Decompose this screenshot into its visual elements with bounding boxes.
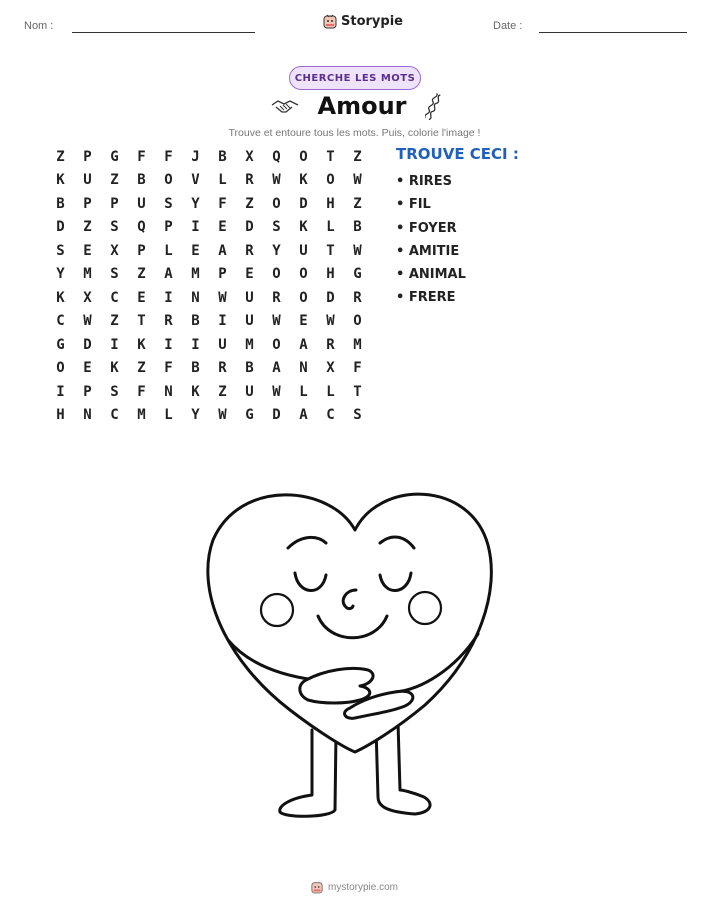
grid-cell[interactable]: H — [326, 195, 335, 212]
grid-cell[interactable]: W — [272, 172, 281, 189]
grid-cell[interactable]: S — [353, 407, 362, 424]
grid-cell[interactable]: S — [272, 219, 281, 236]
grid-cell[interactable]: U — [218, 336, 227, 353]
grid-cell[interactable]: A — [299, 407, 308, 424]
grid-cell[interactable]: A — [299, 336, 308, 353]
grid-cell[interactable]: B — [353, 219, 362, 236]
grid-cell[interactable]: D — [83, 336, 92, 353]
grid-cell[interactable]: L — [164, 242, 173, 259]
grid-cell[interactable]: Z — [353, 195, 362, 212]
grid-cell[interactable]: Z — [83, 219, 92, 236]
grid-cell[interactable]: F — [164, 148, 173, 165]
grid-cell[interactable]: Z — [218, 383, 227, 400]
grid-cell[interactable]: R — [164, 313, 173, 330]
grid-cell[interactable]: R — [326, 336, 335, 353]
grid-cell[interactable]: K — [56, 289, 65, 306]
grid-cell[interactable]: M — [353, 336, 362, 353]
grid-cell[interactable]: Z — [110, 313, 119, 330]
grid-cell[interactable]: E — [218, 219, 227, 236]
grid-cell[interactable]: K — [299, 172, 308, 189]
grid-cell[interactable]: K — [137, 336, 146, 353]
grid-cell[interactable]: C — [56, 313, 65, 330]
word-list-item: • AMITIE — [396, 243, 460, 259]
grid-cell[interactable]: C — [110, 407, 119, 424]
grid-cell[interactable]: G — [56, 336, 65, 353]
grid-cell[interactable]: I — [110, 336, 119, 353]
grid-cell[interactable]: U — [245, 313, 254, 330]
grid-cell[interactable]: W — [218, 407, 227, 424]
grid-cell[interactable]: G — [110, 148, 119, 165]
grid-cell[interactable]: P — [164, 219, 173, 236]
grid-cell[interactable]: D — [326, 289, 335, 306]
grid-cell[interactable]: A — [272, 360, 281, 377]
grid-cell[interactable]: P — [137, 242, 146, 259]
grid-cell[interactable]: I — [56, 383, 65, 400]
grid-cell[interactable]: X — [245, 148, 254, 165]
grid-cell[interactable]: V — [191, 172, 200, 189]
grid-cell[interactable]: B — [191, 313, 200, 330]
grid-cell[interactable]: D — [245, 219, 254, 236]
word-list-item: • FIL — [396, 197, 431, 213]
left-leg — [280, 730, 336, 816]
grid-cell[interactable]: B — [245, 360, 254, 377]
grid-cell[interactable]: T — [137, 313, 146, 330]
grid-cell[interactable]: L — [218, 172, 227, 189]
grid-cell[interactable]: N — [164, 383, 173, 400]
grid-cell[interactable]: T — [326, 242, 335, 259]
grid-cell[interactable]: Z — [137, 266, 146, 283]
grid-cell[interactable]: R — [272, 289, 281, 306]
grid-cell[interactable]: R — [353, 289, 362, 306]
grid-cell[interactable]: Y — [191, 195, 200, 212]
grid-cell[interactable]: Z — [137, 360, 146, 377]
grid-cell[interactable]: F — [218, 195, 227, 212]
storypie-logo-icon — [311, 880, 323, 894]
grid-cell[interactable]: D — [299, 195, 308, 212]
grid-cell[interactable]: W — [326, 313, 335, 330]
grid-cell[interactable]: G — [353, 266, 362, 283]
grid-cell[interactable]: E — [191, 242, 200, 259]
grid-cell[interactable]: U — [245, 383, 254, 400]
grid-cell[interactable]: P — [83, 195, 92, 212]
word-list-item: • RIRES — [396, 174, 452, 189]
grid-cell[interactable]: T — [326, 148, 335, 165]
word-list-item: • FOYER — [396, 220, 457, 236]
grid-cell[interactable]: R — [218, 360, 227, 377]
grid-cell[interactable]: C — [110, 289, 119, 306]
grid-cell[interactable]: R — [245, 242, 254, 259]
grid-cell[interactable]: I — [191, 219, 200, 236]
grid-cell[interactable]: U — [83, 172, 92, 189]
grid-cell[interactable]: Z — [353, 148, 362, 165]
grid-cell[interactable]: E — [137, 289, 146, 306]
grid-cell[interactable]: I — [191, 336, 200, 353]
grid-cell[interactable]: M — [245, 336, 254, 353]
activity-badge: CHERCHE LES MOTS — [289, 66, 421, 90]
grid-cell[interactable]: N — [299, 360, 308, 377]
grid-cell[interactable]: W — [353, 172, 362, 189]
grid-cell[interactable]: O — [299, 289, 308, 306]
grid-cell[interactable]: O — [272, 266, 281, 283]
word-list-title: TROUVE CECI : — [396, 145, 519, 163]
grid-cell[interactable]: F — [164, 360, 173, 377]
grid-cell[interactable]: O — [272, 195, 281, 212]
grid-cell[interactable]: A — [164, 266, 173, 283]
grid-cell[interactable]: T — [353, 383, 362, 400]
grid-cell[interactable]: L — [299, 383, 308, 400]
grid-cell[interactable]: L — [326, 383, 335, 400]
grid-cell[interactable]: U — [137, 195, 146, 212]
grid-cell[interactable]: O — [299, 148, 308, 165]
grid-cell[interactable]: F — [137, 148, 146, 165]
grid-cell[interactable]: N — [191, 289, 200, 306]
footer-url[interactable]: mystorypie.com — [327, 881, 398, 893]
grid-cell[interactable]: M — [191, 266, 200, 283]
footer — [0, 880, 709, 894]
grid-cell[interactable]: G — [245, 407, 254, 424]
grid-cell[interactable]: D — [56, 219, 65, 236]
grid-cell[interactable]: P — [110, 195, 119, 212]
grid-cell[interactable]: A — [218, 242, 227, 259]
grid-cell[interactable]: S — [110, 383, 119, 400]
grid-cell[interactable]: R — [245, 172, 254, 189]
grid-cell[interactable]: F — [137, 383, 146, 400]
grid-cell[interactable]: B — [218, 148, 227, 165]
grid-cell[interactable]: J — [191, 148, 200, 165]
grid-cell[interactable]: W — [272, 313, 281, 330]
grid-cell[interactable]: H — [326, 266, 335, 283]
grid-cell[interactable]: I — [218, 313, 227, 330]
grid-cell[interactable]: B — [137, 172, 146, 189]
grid-cell[interactable]: S — [164, 195, 173, 212]
grid-cell[interactable]: P — [83, 383, 92, 400]
instructions: Trouve et entoure tous les mots. Puis, colorie l'image ! — [228, 127, 481, 139]
grid-cell[interactable]: E — [83, 242, 92, 259]
grid-cell[interactable]: Y — [191, 407, 200, 424]
grid-cell[interactable]: W — [83, 313, 92, 330]
grid-cell[interactable]: Y — [272, 242, 281, 259]
grid-cell[interactable]: X — [83, 289, 92, 306]
grid-cell[interactable]: E — [83, 360, 92, 377]
word-list-item: • FRERE — [396, 290, 456, 306]
grid-cell[interactable]: B — [56, 195, 65, 212]
grid-cell[interactable]: S — [56, 242, 65, 259]
grid-cell[interactable]: Q — [272, 148, 281, 165]
grid-cell[interactable]: L — [164, 407, 173, 424]
grid-cell[interactable]: Y — [56, 266, 65, 283]
grid-cell[interactable]: N — [83, 407, 92, 424]
grid-cell[interactable]: K — [191, 383, 200, 400]
grid-cell[interactable]: I — [164, 289, 173, 306]
grid-cell[interactable]: Q — [137, 219, 146, 236]
grid-cell[interactable]: D — [272, 407, 281, 424]
grid-cell[interactable]: Z — [56, 148, 65, 165]
grid-cell[interactable]: U — [245, 289, 254, 306]
brand-name: Storypie — [341, 13, 403, 29]
grid-cell[interactable]: W — [272, 383, 281, 400]
grid-cell[interactable]: K — [110, 360, 119, 377]
name-label: Nom : — [24, 20, 54, 32]
grid-cell[interactable]: K — [56, 172, 65, 189]
grid-cell[interactable]: B — [191, 360, 200, 377]
grid-cell[interactable]: O — [326, 172, 335, 189]
grid-cell[interactable]: E — [245, 266, 254, 283]
grid-cell[interactable]: H — [56, 407, 65, 424]
grid-cell[interactable]: S — [110, 219, 119, 236]
grid-cell[interactable]: C — [326, 407, 335, 424]
word-list-item: • ANIMAL — [396, 267, 466, 283]
grid-cell[interactable]: W — [218, 289, 227, 306]
grid-cell[interactable]: S — [110, 266, 119, 283]
grid-cell[interactable]: O — [56, 360, 65, 377]
grid-cell[interactable]: M — [83, 266, 92, 283]
grid-cell[interactable]: W — [353, 242, 362, 259]
grid-cell[interactable]: Z — [110, 172, 119, 189]
grid-cell[interactable]: U — [299, 242, 308, 259]
grid-cell[interactable]: O — [272, 336, 281, 353]
grid-cell[interactable]: O — [299, 266, 308, 283]
date-label: Date : — [493, 20, 523, 32]
grid-cell[interactable]: K — [299, 219, 308, 236]
grid-cell[interactable]: I — [164, 336, 173, 353]
grid-cell[interactable]: P — [218, 266, 227, 283]
grid-cell[interactable]: O — [353, 313, 362, 330]
page-title: Amour — [317, 92, 407, 120]
grid-cell[interactable]: Z — [245, 195, 254, 212]
grid-cell[interactable]: P — [83, 148, 92, 165]
grid-cell[interactable]: X — [110, 242, 119, 259]
grid-cell[interactable]: M — [137, 407, 146, 424]
grid-cell[interactable]: F — [353, 360, 362, 377]
grid-cell[interactable]: X — [326, 360, 335, 377]
grid-cell[interactable]: L — [326, 219, 335, 236]
grid-cell[interactable]: E — [299, 313, 308, 330]
grid-cell[interactable]: O — [164, 172, 173, 189]
